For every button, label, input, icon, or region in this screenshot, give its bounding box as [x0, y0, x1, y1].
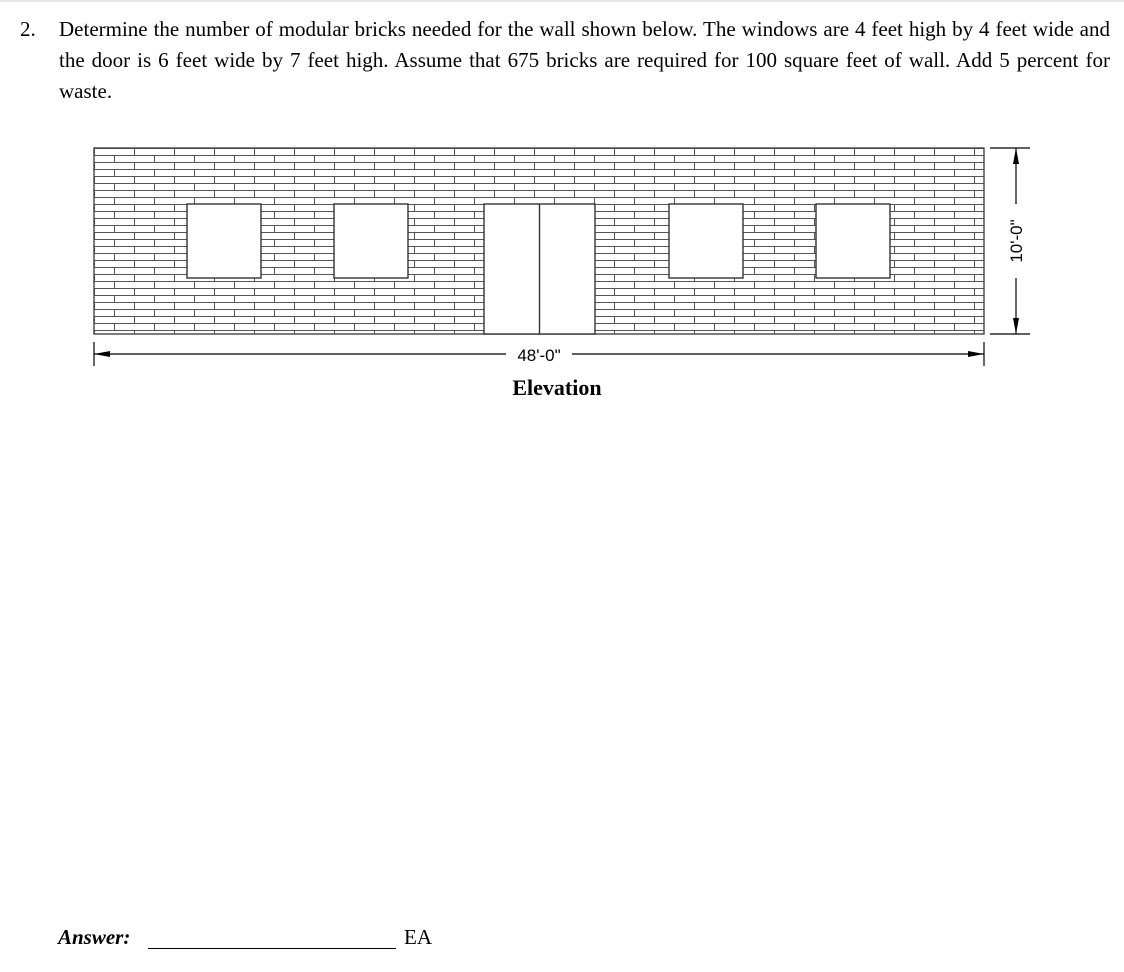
window-1	[187, 204, 261, 278]
question-block	[20, 14, 1110, 107]
window-2	[334, 204, 408, 278]
wall-elevation-drawing	[0, 140, 1124, 370]
question-text: Determine the number of modular bricks needed for the wall shown below. The windows are 4 feet high by 4 feet wide and the door is 6 feet wide by 7 feet high. Assume that 675 bricks are required for 100 square feet of wall. Add 5 percent for waste.	[59, 17, 1110, 103]
answer-blank[interactable]	[148, 948, 396, 949]
window-4	[816, 204, 890, 278]
double-door	[484, 204, 595, 334]
answer-unit: EA	[404, 925, 432, 949]
drawing-caption: Elevation	[512, 375, 602, 400]
question-number: 2.	[20, 17, 36, 41]
height-dimension-label: 10'-0"	[1007, 219, 1026, 263]
page-top-edge	[0, 0, 1124, 2]
window-3	[669, 204, 743, 278]
answer-label: Answer:	[58, 925, 131, 949]
width-dimension-label: 48'-0"	[517, 346, 561, 365]
